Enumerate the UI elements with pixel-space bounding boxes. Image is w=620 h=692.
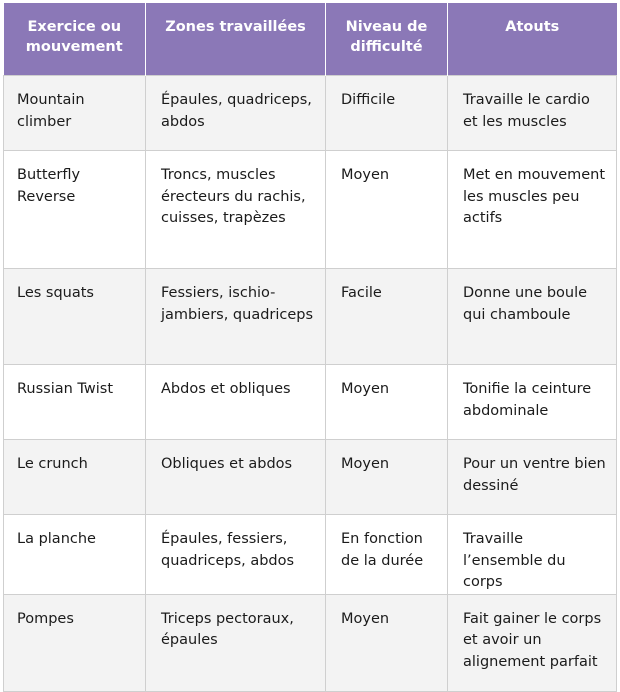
header-difficulty: Niveau de difficulté [326,3,448,76]
cell-exercise: La planche [4,515,146,595]
cell-zones: Troncs, muscles érecteurs du rachis, cuisses, trapèzes [146,151,326,269]
table-row [4,269,617,365]
exercise-table [3,3,617,692]
cell-benefits: Tonifie la ceinture abdominale [448,365,617,440]
cell-exercise: Le crunch [4,440,146,515]
cell-zones: Obliques et abdos [146,440,326,515]
cell-exercise: Mountain climber [4,76,146,151]
cell-exercise: Russian Twist [4,365,146,440]
header-zones: Zones travaillées [146,3,326,76]
header-exercise: Exercice ou mouvement [4,3,146,76]
cell-benefits: Fait gainer le corps et avoir un alignement parfait [448,594,617,691]
cell-difficulty: Difficile [326,76,448,151]
cell-exercise: Pompes [4,594,146,691]
exercise-table-container [3,3,616,692]
table-row [4,440,617,515]
cell-zones: Épaules, quadriceps, abdos [146,76,326,151]
cell-zones: Abdos et obliques [146,365,326,440]
cell-difficulty: En fonction de la durée [326,515,448,595]
cell-benefits: Pour un ventre bien dessiné [448,440,617,515]
cell-zones: Fessiers, ischio-jambiers, quadriceps [146,269,326,365]
cell-exercise: Butterfly Reverse [4,151,146,269]
table-row [4,151,617,269]
cell-benefits: Donne une boule qui chamboule [448,269,617,365]
table-row [4,594,617,691]
cell-benefits: Met en mouvement les muscles peu actifs [448,151,617,269]
table-row [4,515,617,595]
cell-zones: Épaules, fessiers, quadriceps, abdos [146,515,326,595]
cell-benefits: Travaille l’ensemble du corps [448,515,617,595]
table-header-row [4,3,617,76]
table-row [4,76,617,151]
header-benefits: Atouts [448,3,617,76]
cell-exercise: Les squats [4,269,146,365]
cell-difficulty: Moyen [326,151,448,269]
cell-difficulty: Moyen [326,594,448,691]
cell-zones: Triceps pectoraux, épaules [146,594,326,691]
cell-difficulty: Moyen [326,365,448,440]
cell-difficulty: Moyen [326,440,448,515]
cell-difficulty: Facile [326,269,448,365]
cell-benefits: Travaille le cardio et les muscles [448,76,617,151]
table-row [4,365,617,440]
